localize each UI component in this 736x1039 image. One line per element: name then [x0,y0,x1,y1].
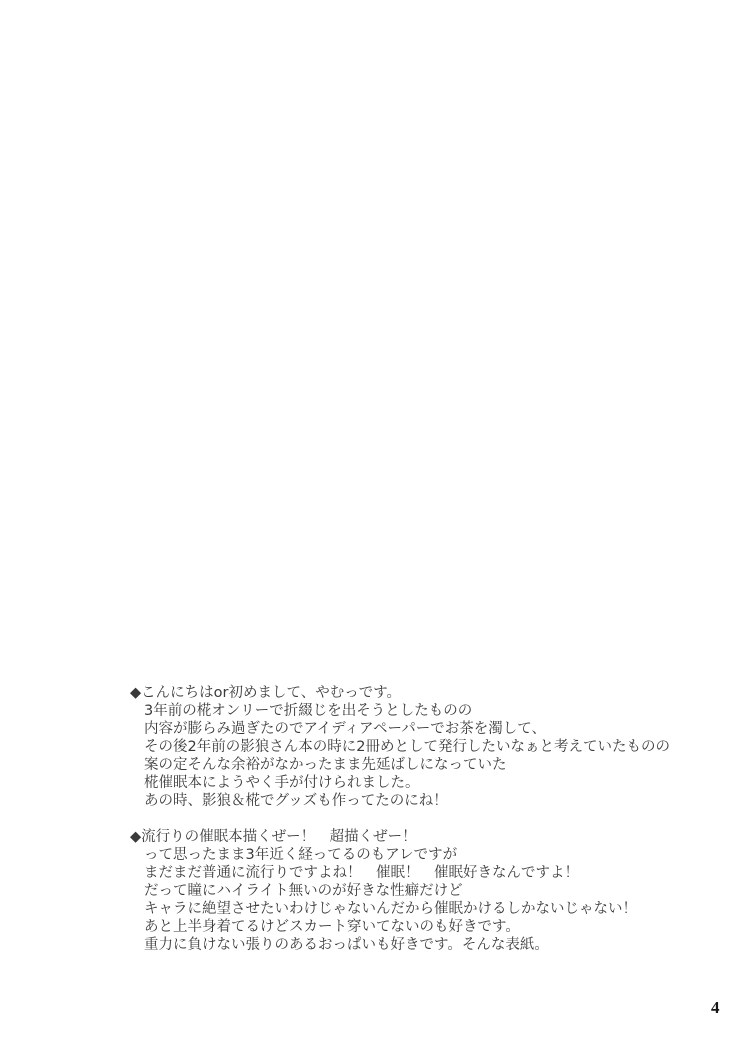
text-line: あと上半身着てるけどスカート穿いてないのも好きです。 [144,919,520,935]
afterword-paragraph-2 [130,828,670,954]
text-line: キャラに絶望させたいわけじゃないんだから催眠かけるしかないじゃない！ [144,901,637,917]
text-line: 内容が膨らみ過ぎたのでアイディアペーパーでお茶を濁して、 [144,721,546,737]
text-line: 重力に負けない張りのあるおっぱいも好きです。そんな表紙。 [144,937,549,953]
text-line: あの時、影狼＆椛でグッズも作ってたのにね！ [144,793,448,809]
text-line: ◆流行りの催眠本描くぜー！ 超描くぜー！ [130,829,417,845]
afterword-paragraph-1 [130,684,670,810]
text-line: だって瞳にハイライト無いのが好きな性癖だけど [144,883,463,899]
text-line: って思ったまま3年近く経ってるのもアレですが [144,847,458,863]
text-line: 3年前の椛オンリーで折綴じを出そうとしたものの [144,703,473,719]
afterword-text-block [130,684,670,954]
text-line: 椛催眠本にようやく手が付けられました。 [144,775,420,791]
text-line: 案の定そんな余裕がなかったまま先延ばしになっていた [144,757,507,773]
text-line: ◆こんにちはor初めまして、やむっです。 [130,685,402,701]
text-line: まだまだ普通に流行りですよね！ 催眠！ 催眠好きなんですよ！ [144,865,579,881]
text-line: その後2年前の影狼さん本の時に2冊めとして発行したいなぁと考えていたものの [144,739,670,755]
page-number: 4 [711,998,720,1017]
